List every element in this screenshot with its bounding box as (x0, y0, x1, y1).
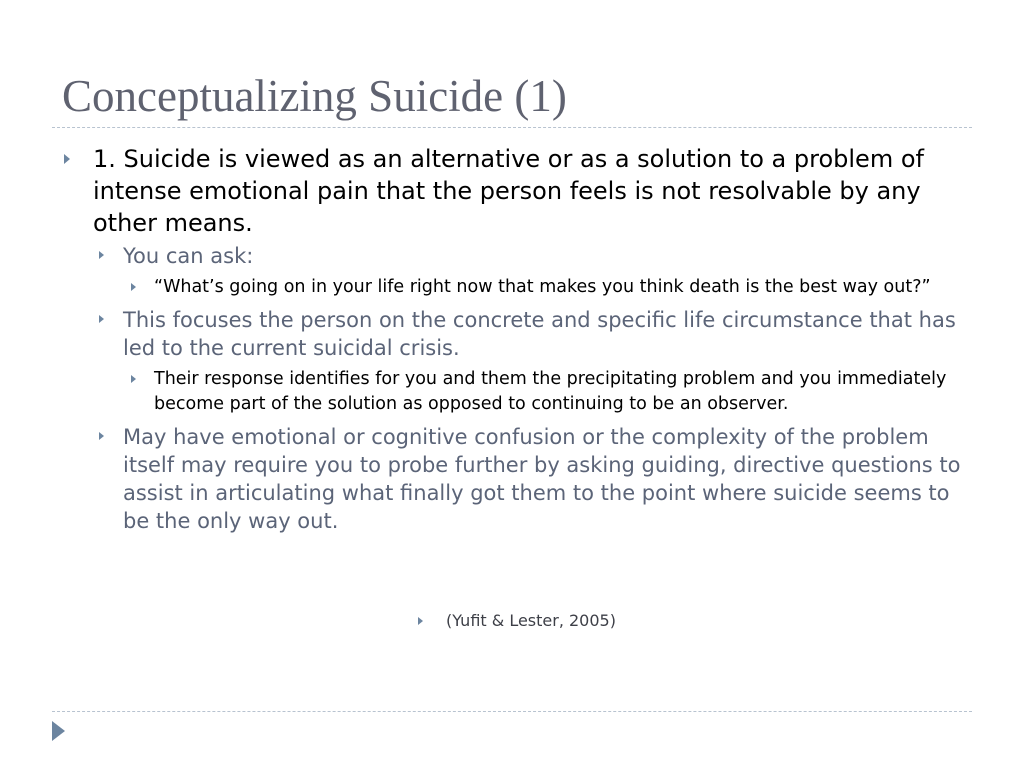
detail-text: Their response identifies for you and them the precipitating problem and you immediately become part of the solution as opposed to continuing to be an observer. (154, 369, 947, 414)
detail-text: “What’s going on in your life right now that makes you think death is the best way out?” (154, 277, 931, 297)
sub-point-text: May have emotional or cognitive confusion or the complexity of the problem itself may require you to probe further by asking guiding, directive questions to assist in articulating what finally got them to the point where suicide seems to be the only way out. (123, 425, 961, 533)
detail-question (123, 275, 968, 300)
footer-divider (52, 711, 972, 712)
sub-point-ask (93, 242, 968, 270)
slide-body (58, 143, 968, 535)
citation (418, 609, 616, 633)
slide-title: Conceptualizing Suicide (1) (62, 71, 567, 121)
triangle-bullet-icon (99, 315, 104, 323)
main-point-text: 1. Suicide is viewed as an alternative or as a solution to a problem of intense emotional pain that the person feels is not resolvable by any other means. (93, 145, 924, 237)
sub-point-text: This focuses the person on the concrete and specific life circumstance that has led to the current suicidal crisis. (123, 308, 956, 360)
corner-arrow-icon (52, 721, 65, 741)
triangle-bullet-icon (99, 251, 104, 259)
triangle-bullet-icon (131, 283, 136, 291)
detail-response (123, 367, 968, 417)
triangle-bullet-icon (131, 375, 136, 383)
title-divider (52, 127, 972, 128)
triangle-bullet-icon (418, 617, 423, 625)
citation-text: (Yufit & Lester, 2005) (446, 611, 616, 630)
sub-point-focus (93, 306, 968, 362)
sub-point-confusion (93, 423, 968, 535)
triangle-bullet-icon (64, 154, 70, 164)
triangle-bullet-icon (99, 432, 104, 440)
sub-point-text: You can ask: (123, 244, 254, 268)
main-bullet-point (58, 143, 968, 239)
